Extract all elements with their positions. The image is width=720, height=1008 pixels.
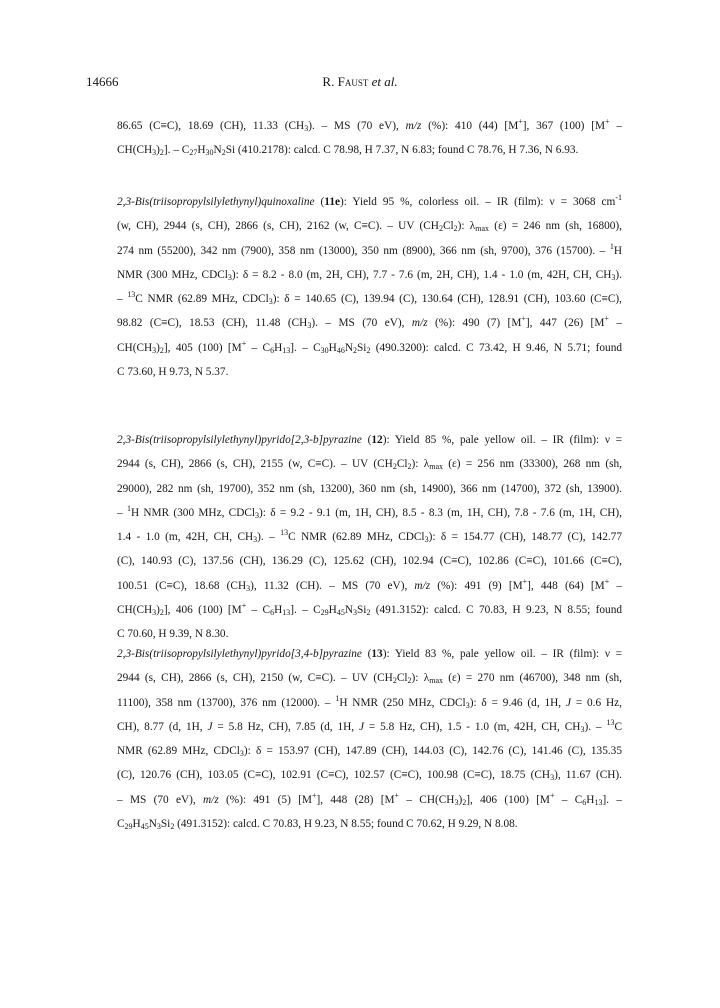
text-line: 29000), 282 nm (sh, 19700), 352 nm (sh, 13200), 360 nm (sh, 14900), 366 nm (14700), 372 (sh, 13900).: [117, 482, 622, 495]
text-line: – $^{13}$C NMR (62.89 MHz, CDCl$_3$): δ = 140.65 (C), 139.94 (C), 130.64 (CH), 128.91 (CH), 103.60 (C≡C),: [117, 290, 622, 307]
running-head: [0, 74, 720, 90]
text-line: 86.65 (C≡C), 18.69 (CH), 11.33 $(CH_3)$. – MS (70 eV), m/z (%): 410 (44) [M+], 367 (100) [M+ –: [117, 117, 622, 133]
text-line: (w, CH), 2944 (s, CH), 2866 (s, CH), 2162 (w, C≡C). – UV $(CH_2Cl_2)$: $\lambda_{max}$ (ε) = 246 nm (sh, 16800),: [117, 220, 622, 234]
text-line: 98.82 (C≡C), 18.53 (CH), 11.48 $(CH_3)$. – MS (70 eV), m/z (%): 490 (7) [M+], 447 (26) [M+ –: [117, 314, 622, 331]
running-head-surname: Faust: [337, 74, 369, 89]
text-line: 1.4 - 1.0 (m, 42H, CH, $CH_3$). – $^{13}$C NMR (62.89 MHz, CDCl$_3$): δ = 154.77 (CH), 148.77 (C), 142.77: [117, 528, 622, 545]
text-line: $CH(CH_3)_2$], 406 (100) $[M^+ - C_6H_{13}]$. – $C_{29}H_{45}N_3Si_2$ (491.3152): calcd. C 70.83, H 9.23, N 8.55; found: [117, 601, 622, 618]
text-line: 2944 (s, CH), 2866 (s, CH), 2155 (w, C≡C). – UV $(CH_2Cl_2)$: $\lambda_{max}$ (ε) = 256 nm (33300), 268 nm (sh,: [117, 458, 623, 472]
text-line: (C), 120.76 (CH), 103.05 (C≡C), 102.91 (C≡C), 102.57 (C≡C), 100.98 (C≡C), 18.75 $(CH_3)$, 11.67 (CH).: [117, 769, 622, 783]
text-line: $C_{29}H_{45}N_3Si_2$ (491.3152): calcd. C 70.83, H 9.23, N 8.55; found C 70.62, H 9.29, N 8.08.: [117, 818, 518, 832]
text-line: CH), 8.77 (d, 1H, J = 5.8 Hz, CH), 7.85 (d, 1H, J = 5.8 Hz, CH), 1.5 - 1.0 (m, 42H, CH, $CH_3$). – $^{13}$C: [117, 717, 622, 734]
paragraph-13: [117, 642, 622, 836]
text-line: C 73.60, H 9.73, N 5.37.: [117, 366, 229, 379]
text-line: 2944 (s, CH), 2866 (s, CH), 2150 (w, C≡C). – UV $(CH_2Cl_2)$: $\lambda_{max}$ (ε) = 270 nm (46700), 348 nm (sh,: [117, 672, 623, 686]
text-line: – $^1$H NMR (300 MHz, CDCl$_3$): δ = 9.2 - 9.1 (m, 1H, CH), 8.5 - 8.3 (m, 1H, CH), 7.8 - 7.6 (m, 1H, CH),: [117, 503, 622, 520]
running-head-initial: R.: [322, 74, 338, 89]
text-line: $CH(CH_3)_2$], 405 (100) $[M^+ - C_6H_{13}]$. – $C_{30}H_{46}N_2Si_2$ (490.3200): calcd. C 73.42, H 9.46, N 5.71; found: [117, 338, 622, 355]
text-line: $CH(CH_3)_2$]. – $C_{27}H_{30}N_2Si$ (410.2178): calcd. C 78.98, H 7.37, N 6.83; found C 78.76, H 7.36, N 6.93.: [117, 144, 579, 158]
text-line: (C), 140.93 (C), 137.56 (CH), 136.29 (C), 125.62 (CH), 102.94 (C≡C), 102.86 (C≡C), 101.66 (C≡C),: [117, 555, 622, 568]
paragraph-11d-data: [117, 114, 622, 163]
text-line: 2,3-Bis(triisopropylsilylethynyl)pyrido[3,4-b]pyrazine (13): Yield 83 %, pale yellow oil. – IR (film): ν =: [117, 648, 622, 660]
text-line: 2,3-Bis(triisopropylsilylethynyl)pyrido[2,3-b]pyrazine (12): Yield 85 %, pale yellow oil. – IR (film): ν =: [117, 434, 622, 446]
text-line: 274 nm (55200), 342 nm (7900), 358 nm (13000), 350 nm (8900), 366 nm (sh, 9700), 376 (15700). – $^1$H: [117, 241, 622, 257]
text-line: 11100), 358 nm (13700), 376 nm (12000). – $^1$H NMR (250 MHz, CDCl$_3$): δ = 9.46 (d, 1H, J = 0.6 Hz,: [117, 693, 622, 710]
text-line: – MS (70 eV), m/z (%): 491 (5) [M+], 448 (28) $[M^+ - CH(CH_3)_2]$, 406 (100) $[M^+ - C_6H_{13}]$. –: [117, 790, 622, 807]
page-number: 14666: [86, 74, 119, 89]
paragraph-11e: [117, 190, 622, 384]
text-line: 100.51 (C≡C), 18.68 $(CH_3)$, 11.32 (CH). – MS (70 eV), m/z (%): 491 (9) [M+], 448 (64) [M+ –: [117, 576, 622, 593]
running-head-etal: et al.: [368, 74, 398, 89]
text-line: 2,3-Bis(triisopropylsilylethynyl)quinoxaline (11e): Yield 95 %, colorless oil. – IR (film): ν = 3068 $cm^{-1}$: [117, 193, 622, 208]
paragraph-12: [117, 428, 622, 647]
text-line: NMR (300 MHz, CDCl$_3$): δ = 8.2 - 8.0 (m, 2H, CH), 7.7 - 7.6 (m, 2H, CH), 1.4 - 1.0 (m, 42H, CH, $CH_3$).: [117, 268, 622, 282]
text-line: NMR (62.89 MHz, CDCl$_3$): δ = 153.97 (CH), 147.89 (CH), 144.03 (C), 142.76 (C), 141.46 (C), 135.35: [117, 745, 622, 759]
text-line: C 70.60, H 9.39, N 8.30.: [117, 628, 229, 641]
